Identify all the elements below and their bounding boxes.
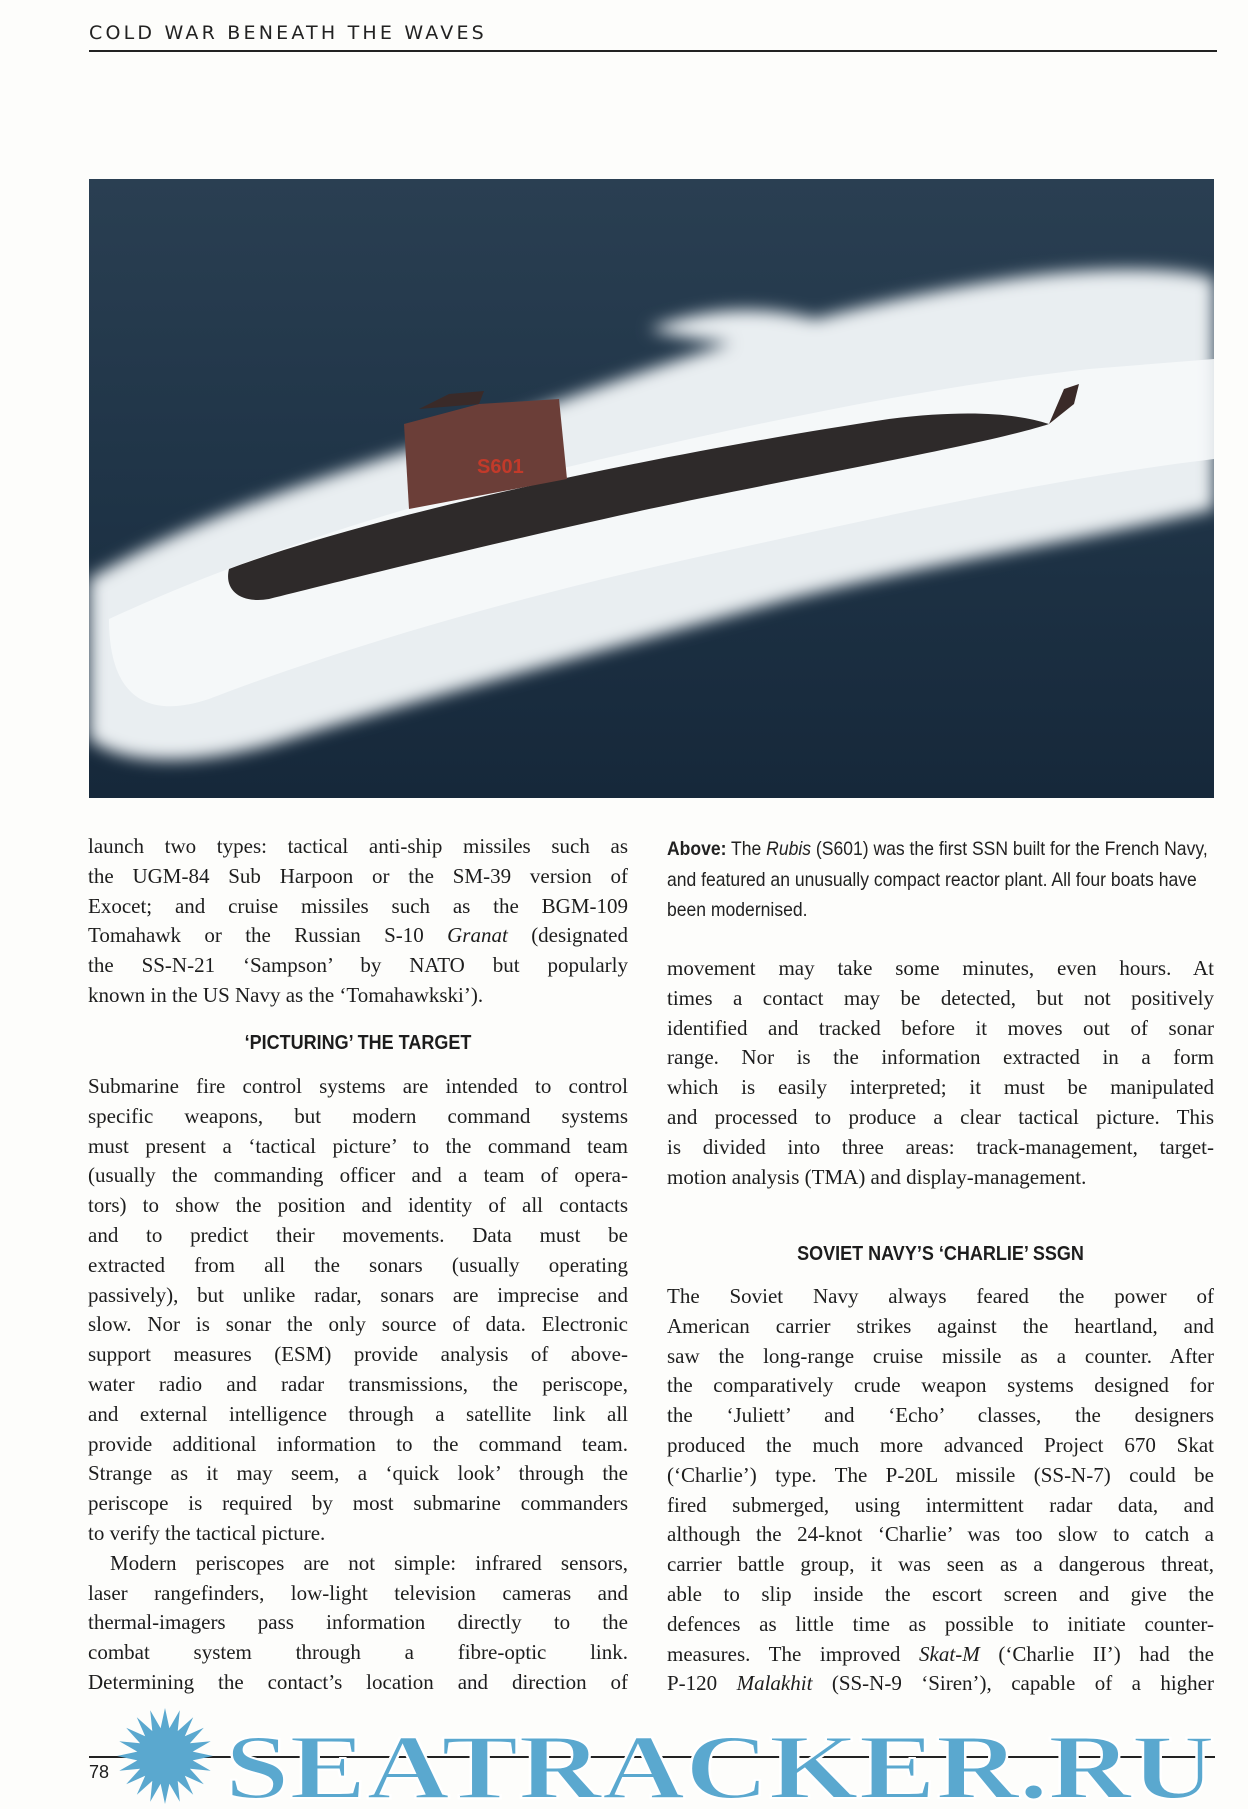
text-line xyxy=(667,1103,1214,1133)
text-line xyxy=(667,1669,1214,1699)
header-rule xyxy=(89,50,1217,52)
text-segment: although the 24-knot ‘Charlie’ was too slow to catch a xyxy=(667,1522,1214,1547)
text-line xyxy=(667,1491,1214,1521)
text-line xyxy=(88,1668,628,1698)
running-title: COLD WAR BENEATH THE WAVES xyxy=(89,22,487,44)
submarine-photo xyxy=(89,179,1214,798)
text-segment: The Soviet Navy always feared the power of xyxy=(667,1284,1214,1308)
text-line xyxy=(667,1043,1214,1073)
watermark-text: SEATRACKER.RU xyxy=(225,1716,1215,1809)
text-segment: (‘Charlie II’) had the xyxy=(979,1641,1214,1666)
text-line xyxy=(667,1520,1214,1550)
text-segment: saw the long-range cruise missile as a counter. After xyxy=(667,1343,1214,1368)
text-line xyxy=(88,1221,628,1251)
text-line xyxy=(88,1549,628,1579)
text-segment: periscope is required by most submarine commanders xyxy=(88,1491,628,1516)
text-line xyxy=(88,862,628,892)
text-segment: (designated xyxy=(507,923,628,948)
text-line xyxy=(88,1132,628,1162)
text-segment: known in the US Navy as the ‘Tomahawkski’). xyxy=(88,982,484,1007)
text-segment: fired submerged, using intermittent radar data, and xyxy=(667,1492,1214,1517)
text-line xyxy=(88,1072,628,1102)
text-line xyxy=(88,1370,628,1400)
text-line xyxy=(667,1401,1214,1431)
text-segment: produced the much more advanced Project 670 Skat xyxy=(667,1432,1214,1457)
text-segment: tors) to show the position and identity of all contacts xyxy=(88,1193,628,1218)
italic-term: Granat xyxy=(447,923,508,948)
text-segment: (usually the commanding officer and a team of opera- xyxy=(88,1163,628,1188)
text-line xyxy=(667,954,1214,984)
text-segment: the comparatively crude weapon systems designed for xyxy=(667,1373,1214,1398)
text-segment: Strange as it may seem, a ‘quick look’ through the xyxy=(88,1461,628,1486)
text-segment: laser rangefinders, low-light television cameras and xyxy=(88,1580,628,1605)
text-line xyxy=(667,984,1214,1014)
text-segment: American carrier strikes against the heartland, and xyxy=(667,1313,1214,1338)
page-number: 78 xyxy=(89,1762,110,1782)
text-segment: Submarine fire control systems are intended to control xyxy=(88,1074,628,1098)
text-line xyxy=(667,1133,1214,1163)
photo-caption xyxy=(667,834,1216,926)
text-line xyxy=(88,1102,628,1132)
text-segment: thermal-imagers pass information directly to the xyxy=(88,1610,628,1635)
text-segment: Modern periscopes are not simple: infrared sensors, xyxy=(110,1550,628,1575)
caption-text-rest: (S601) was the first SSN built for the French Navy, and featured an unusually compact reactor plant. All four boats have been modernised. xyxy=(667,838,1208,922)
section-heading-picturing: ‘PICTURING’ THE TARGET xyxy=(244,1032,472,1054)
text-line xyxy=(88,1340,628,1370)
text-segment: is divided into three areas: track-management, target- xyxy=(667,1134,1214,1159)
text-segment: measures. The improved xyxy=(667,1641,920,1666)
text-segment: combat system through a fibre-optic link. xyxy=(88,1640,628,1665)
text-segment: extracted from all the sonars (usually operating xyxy=(88,1252,628,1277)
text-line xyxy=(88,951,628,981)
text-segment: P-120 xyxy=(667,1671,737,1696)
text-segment: the SS-N-21 ‘Sampson’ by NATO but popularly xyxy=(88,953,628,978)
left-column-para1 xyxy=(88,832,628,1011)
text-line xyxy=(88,1638,628,1668)
text-line xyxy=(88,1430,628,1460)
text-segment: passively), but unlike radar, sonars are imprecise and xyxy=(88,1282,628,1307)
text-line xyxy=(88,1489,628,1519)
text-line xyxy=(667,1282,1214,1312)
text-line xyxy=(667,1371,1214,1401)
text-segment: and to predict their movements. Data must be xyxy=(88,1222,628,1247)
text-line xyxy=(667,1550,1214,1580)
text-line xyxy=(88,892,628,922)
text-segment: and external intelligence through a satellite link all xyxy=(88,1401,628,1426)
text-line xyxy=(667,1073,1214,1103)
caption-text: The xyxy=(726,838,767,860)
text-line xyxy=(88,1400,628,1430)
text-line xyxy=(88,1519,628,1549)
text-line xyxy=(88,1161,628,1191)
text-line xyxy=(88,1608,628,1638)
text-line xyxy=(667,1610,1214,1640)
text-line xyxy=(667,1312,1214,1342)
text-segment: water radio and radar transmissions, the periscope, xyxy=(88,1371,628,1396)
text-line xyxy=(88,921,628,951)
text-line xyxy=(88,1310,628,1340)
hull-number: S601 xyxy=(477,456,524,478)
text-segment: the UGM-84 Sub Harpoon or the SM-39 version of xyxy=(88,863,628,888)
left-column-para2 xyxy=(88,1072,628,1698)
text-segment: specific weapons, but modern command systems xyxy=(88,1103,628,1128)
text-line xyxy=(667,1431,1214,1461)
text-line xyxy=(88,1281,628,1311)
text-segment: which is easily interpreted; it must be manipulated xyxy=(667,1075,1214,1100)
text-segment: (‘Charlie’) type. The P-20L missile (SS-N-7) could be xyxy=(667,1462,1214,1487)
footer-rule xyxy=(89,1756,1215,1758)
text-line xyxy=(88,1191,628,1221)
text-line xyxy=(667,1163,1214,1193)
text-segment: the ‘Juliett’ and ‘Echo’ classes, the designers xyxy=(667,1403,1214,1428)
text-segment: Determining the contact’s location and direction of xyxy=(88,1669,628,1694)
text-line xyxy=(88,832,628,862)
text-segment: launch two types: tactical anti-ship missiles such as xyxy=(88,834,628,858)
text-line xyxy=(667,1640,1214,1670)
right-column-para2 xyxy=(667,1282,1214,1699)
text-line xyxy=(88,1579,628,1609)
text-segment: provide additional information to the command team. xyxy=(88,1431,628,1456)
text-segment: and processed to produce a clear tactical picture. This xyxy=(667,1104,1214,1129)
text-segment: must present a ‘tactical picture’ to the command team xyxy=(88,1133,628,1158)
text-segment: (SS-N-9 ‘Siren’), capable of a higher xyxy=(812,1671,1214,1696)
text-segment: able to slip inside the escort screen and give the xyxy=(667,1581,1214,1606)
text-segment: Tomahawk or the Russian S-10 xyxy=(88,923,448,948)
text-segment: times a contact may be detected, but not positively xyxy=(667,985,1214,1010)
text-line xyxy=(88,1251,628,1281)
right-column-para1 xyxy=(667,954,1214,1192)
text-segment: range. Nor is the information extracted in a form xyxy=(667,1045,1214,1070)
text-segment: slow. Nor is sonar the only source of data. Electronic xyxy=(88,1312,628,1337)
text-line xyxy=(667,1342,1214,1372)
text-segment: defences as little time as possible to initiate counter- xyxy=(667,1611,1214,1636)
italic-term: Malakhit xyxy=(736,1671,813,1696)
text-line xyxy=(667,1461,1214,1491)
caption-ship-name: Rubis xyxy=(766,838,812,860)
text-line xyxy=(667,1580,1214,1610)
text-segment: motion analysis (TMA) and display-management. xyxy=(667,1164,1087,1189)
text-segment: Exocet; and cruise missiles such as the BGM-109 xyxy=(88,893,628,918)
text-line xyxy=(88,1459,628,1489)
text-segment: to verify the tactical picture. xyxy=(88,1520,326,1545)
text-segment: support measures (ESM) provide analysis of above- xyxy=(88,1342,628,1367)
text-line xyxy=(88,981,628,1011)
text-segment: identified and tracked before it moves out of sonar xyxy=(667,1015,1214,1040)
text-line xyxy=(667,1014,1214,1044)
caption-label: Above: xyxy=(667,838,727,860)
italic-term: Skat-M xyxy=(919,1641,980,1666)
text-segment: movement may take some minutes, even hours. At xyxy=(667,956,1214,980)
section-heading-charlie: SOVIET NAVY’S ‘CHARLIE’ SSGN xyxy=(797,1243,1084,1265)
text-segment: carrier battle group, it was seen as a dangerous threat, xyxy=(667,1552,1214,1577)
